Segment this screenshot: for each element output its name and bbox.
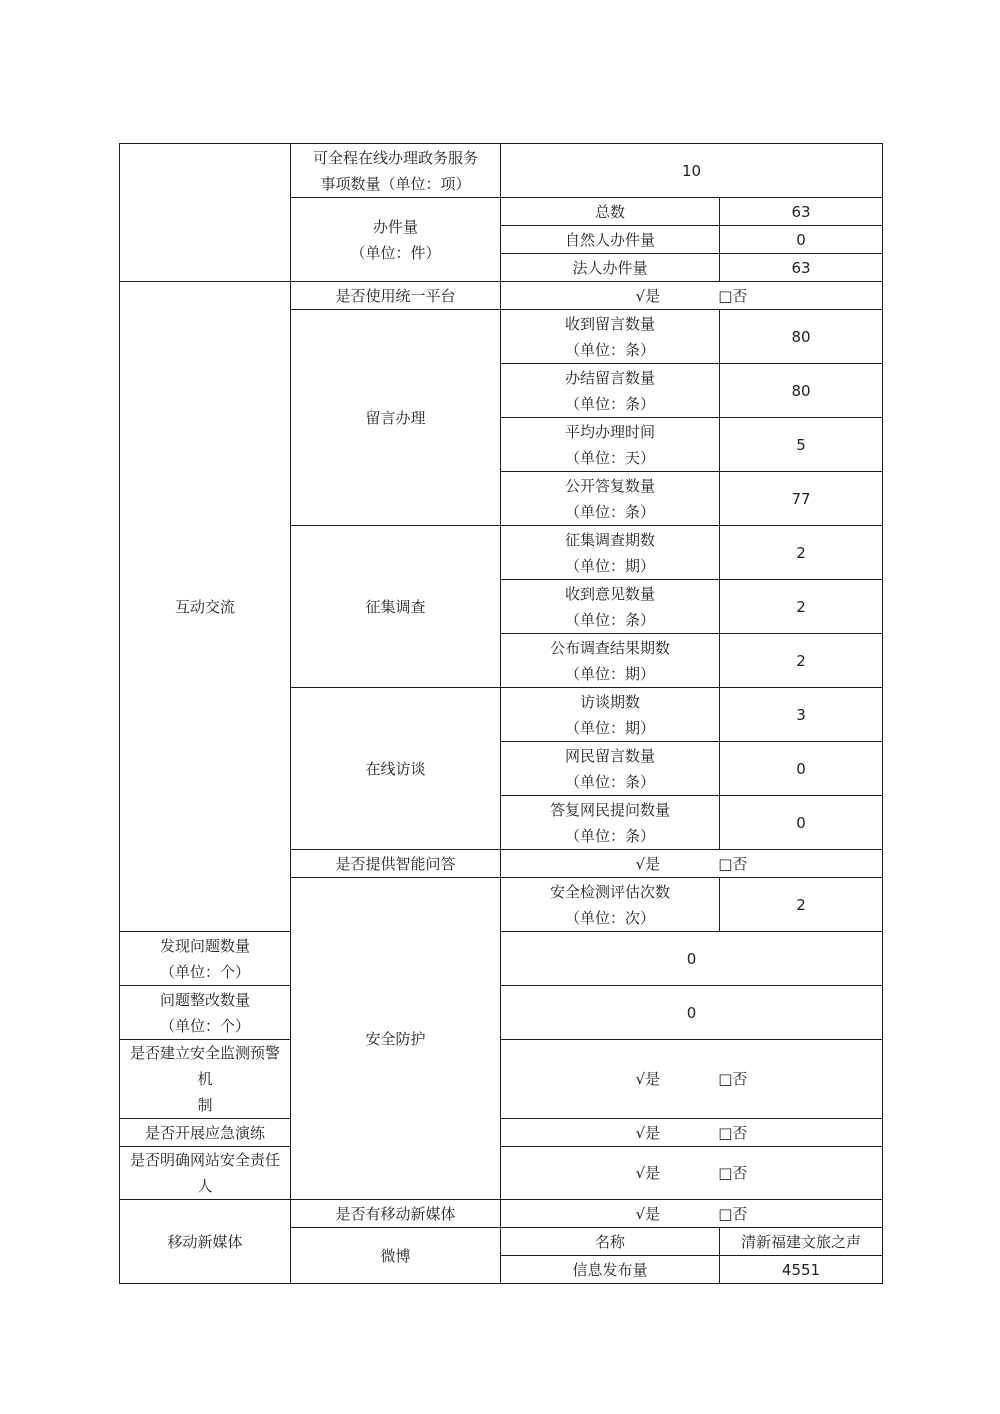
- row-unified-platform: [120, 282, 883, 310]
- label-messages-received: 收到留言数量 （单位：条）: [501, 310, 720, 364]
- row-full-online: [120, 144, 883, 198]
- value-survey-results: 2: [720, 634, 883, 688]
- label-smart-qa: 是否提供智能问答: [291, 850, 501, 878]
- choice-responsible-person: [501, 1147, 883, 1200]
- label-emergency-drill: 是否开展应急演练: [120, 1119, 291, 1147]
- label-warning-mechanism: 是否建立安全监测预警机 制: [120, 1040, 291, 1119]
- choice-warning-mechanism: [501, 1040, 883, 1119]
- label-has-media: 是否有移动新媒体: [291, 1200, 501, 1228]
- value-cases-natural: 0: [720, 226, 883, 254]
- value-weibo-name: 清新福建文旅之声: [720, 1228, 883, 1256]
- label-responsible-person: 是否明确网站安全责任人: [120, 1147, 291, 1200]
- unchecked-no-icon: □否: [718, 1123, 748, 1142]
- row-emergency-drill: [120, 1119, 883, 1147]
- row-warning-mechanism: [120, 1040, 883, 1119]
- label-interview-replies: 答复网民提问数量 （单位：条）: [501, 796, 720, 850]
- label-messages-avg-time: 平均办理时间 （单位：天）: [501, 418, 720, 472]
- row-responsible-person: [120, 1147, 883, 1200]
- label-cases-natural: 自然人办件量: [501, 226, 720, 254]
- label-cases-total: 总数: [501, 198, 720, 226]
- label-interview: 在线访谈: [291, 688, 501, 850]
- label-survey-periods: 征集调查期数 （单位：期）: [501, 526, 720, 580]
- label-weibo: 微博: [291, 1228, 501, 1284]
- label-issues-fixed: 问题整改数量 （单位：个）: [120, 986, 291, 1040]
- value-full-online: 10: [501, 144, 883, 198]
- label-unified-platform: 是否使用统一平台: [291, 282, 501, 310]
- value-messages-received: 80: [720, 310, 883, 364]
- choice-emergency-drill: [501, 1119, 883, 1147]
- label-security-checks: 安全检测评估次数 （单位：次）: [501, 878, 720, 932]
- choice-smart-qa: [501, 850, 883, 878]
- value-cases-total: 63: [720, 198, 883, 226]
- value-weibo-posts: 4551: [720, 1256, 883, 1284]
- unchecked-no-icon: □否: [718, 1070, 748, 1088]
- choice-unified-platform: [501, 282, 883, 310]
- value-survey-opinions: 2: [720, 580, 883, 634]
- checked-yes-icon: √是: [635, 286, 661, 305]
- label-survey-results: 公布调查结果期数 （单位：期）: [501, 634, 720, 688]
- label-weibo-posts: 信息发布量: [501, 1256, 720, 1284]
- value-issues-found: 0: [501, 932, 883, 986]
- value-interview-replies: 0: [720, 796, 883, 850]
- label-cases: 办件量 （单位：件）: [291, 198, 501, 282]
- label-messages: 留言办理: [291, 310, 501, 526]
- label-full-online: 可全程在线办理政务服务 事项数量（单位：项）: [291, 144, 501, 198]
- value-messages-closed: 80: [720, 364, 883, 418]
- choice-has-media: [501, 1200, 883, 1228]
- value-messages-avg-time: 5: [720, 418, 883, 472]
- checked-yes-icon: √是: [635, 1070, 661, 1088]
- unchecked-no-icon: □否: [718, 286, 748, 305]
- label-messages-closed: 办结留言数量 （单位：条）: [501, 364, 720, 418]
- unchecked-no-icon: □否: [718, 854, 748, 873]
- value-interview-messages: 0: [720, 742, 883, 796]
- label-survey: 征集调查: [291, 526, 501, 688]
- unchecked-no-icon: □否: [718, 1204, 748, 1223]
- category-blank: [120, 144, 291, 282]
- row-has-media: [120, 1200, 883, 1228]
- category-interaction: 互动交流: [120, 282, 291, 932]
- row-issues-fixed: [120, 986, 883, 1040]
- value-cases-legal: 63: [720, 254, 883, 282]
- value-interview-periods: 3: [720, 688, 883, 742]
- value-security-checks: 2: [720, 878, 883, 932]
- category-security: 安全防护: [291, 878, 501, 1200]
- value-issues-fixed: 0: [501, 986, 883, 1040]
- label-weibo-name: 名称: [501, 1228, 720, 1256]
- checked-yes-icon: √是: [635, 1164, 661, 1182]
- row-issues-found: [120, 932, 883, 986]
- value-messages-public-replies: 77: [720, 472, 883, 526]
- label-interview-messages: 网民留言数量 （单位：条）: [501, 742, 720, 796]
- checked-yes-icon: √是: [635, 854, 661, 873]
- label-cases-legal: 法人办件量: [501, 254, 720, 282]
- unchecked-no-icon: □否: [718, 1164, 748, 1182]
- gov-website-report-table: [119, 143, 883, 1284]
- label-survey-opinions: 收到意见数量 （单位：条）: [501, 580, 720, 634]
- checked-yes-icon: √是: [635, 1123, 661, 1142]
- label-issues-found: 发现问题数量 （单位：个）: [120, 932, 291, 986]
- value-survey-periods: 2: [720, 526, 883, 580]
- category-media: 移动新媒体: [120, 1200, 291, 1284]
- label-interview-periods: 访谈期数 （单位：期）: [501, 688, 720, 742]
- checked-yes-icon: √是: [635, 1204, 661, 1223]
- label-messages-public-replies: 公开答复数量 （单位：条）: [501, 472, 720, 526]
